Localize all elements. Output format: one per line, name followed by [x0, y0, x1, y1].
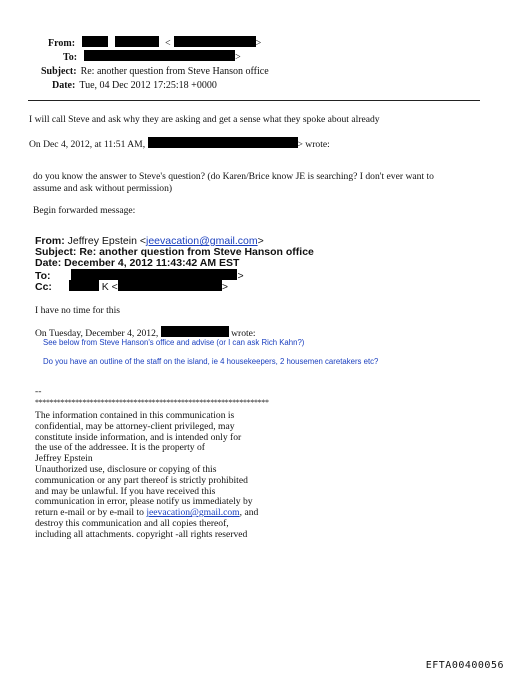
- redaction: [82, 36, 108, 47]
- fwd-date: Date: December 4, 2012 11:43:42 AM EST: [35, 257, 240, 269]
- disclaimer-line: The information contained in this communication is: [35, 410, 235, 421]
- disclaimer-line: constitute inside information, and is intended only for: [35, 431, 242, 443]
- from-label: From:: [48, 38, 76, 49]
- header-date-row: [52, 75, 217, 93]
- to-label: To:: [63, 52, 78, 63]
- fwd-cc-row: Cc: K < >: [35, 281, 228, 293]
- disclaimer-email-link[interactable]: jeevacation@gmail.com: [146, 507, 240, 519]
- sig-dashes: --: [35, 386, 42, 397]
- redaction: [69, 280, 99, 291]
- forward-intro: Begin forwarded message:: [33, 205, 136, 216]
- disclaimer-line: including all attachments. copyright -all rights reserved: [35, 528, 248, 540]
- quote-intro: [29, 137, 330, 152]
- disclaimer-line: and may be unlawful. If you have received this: [35, 485, 216, 497]
- header-from-row: From: < >: [48, 38, 262, 49]
- fwd-from-email-link[interactable]: jeevacation@gmail.com: [145, 235, 258, 247]
- fwd-to-row: To: >: [35, 270, 244, 282]
- redaction: [174, 36, 256, 47]
- redaction: [118, 280, 222, 291]
- bates-number: EFTA00400056: [425, 660, 504, 671]
- quoted-line-1: do you know the answer to Steve's question? (do Karen/Brice know JE is searching? I don't ever want to: [33, 171, 434, 182]
- see-below-text: See below from Steve Hanson's office and advise (or I can ask Rich Kahn?): [43, 338, 305, 347]
- disclaimer-line: confidential, may be attorney-client privileged, may: [35, 420, 235, 432]
- disclaimer-body: [35, 411, 258, 541]
- fwd-from-row: From: Jeffrey Epstein <jeevacation@gmail.com>: [35, 235, 264, 247]
- header-divider: [28, 100, 480, 101]
- disclaimer-line: communication or any part thereof is strictly prohibited: [35, 474, 248, 486]
- no-time-text: I have no time for this: [35, 305, 120, 316]
- wrote-text: wrote:: [231, 328, 256, 339]
- disclaimer-line: Unauthorized use, disclosure or copying of this: [35, 463, 217, 475]
- fwd-from-label: From:: [35, 235, 65, 247]
- date-label: Date:: [52, 80, 76, 91]
- sig-stars: ****************************************************************: [35, 398, 269, 407]
- redaction: [148, 137, 298, 148]
- fwd-to-label: To:: [35, 270, 51, 282]
- fwd-from-name: Jeffrey Epstein <: [67, 235, 146, 247]
- header-to-row: To: >: [63, 52, 241, 63]
- fwd-cc-label: Cc:: [35, 281, 52, 293]
- disclaimer-line: destroy this communication and all copies thereof,: [35, 517, 229, 529]
- disclaimer-return-line: return e-mail or by e-mail to jeevacation@gmail.com, and: [35, 507, 259, 519]
- fwd-subject: Subject: Re: another question from Steve Hanson office: [35, 246, 314, 258]
- subject-label: Subject:: [41, 66, 77, 77]
- reply-text: I will call Steve and ask why they are asking and get a sense what they spoke about already: [29, 114, 380, 125]
- quoted-line-2: assume and ask without permission): [33, 183, 173, 194]
- subject-value: Re: another question from Steve Hanson office: [80, 66, 269, 77]
- quote-intro-pre: On Dec 4, 2012, at 11:51 AM,: [29, 139, 146, 150]
- disclaimer-line: Jeffrey Epstein: [35, 453, 93, 465]
- date-value: Tue, 04 Dec 2012 17:25:18 +0000: [79, 80, 217, 91]
- redaction: [84, 50, 235, 61]
- disclaimer-line: communication in error, please notify us immediately by: [35, 496, 253, 508]
- disclaimer-line: the use of the addressee. It is the property of: [35, 442, 205, 454]
- redaction: [71, 269, 237, 280]
- redaction: [161, 326, 229, 337]
- quote-intro-post: > wrote:: [297, 139, 330, 150]
- on-tuesday-text: On Tuesday, December 4, 2012,: [35, 328, 159, 339]
- fwd-cc-k: K <: [101, 281, 118, 293]
- redaction: [115, 36, 159, 47]
- outline-question-text: Do you have an outline of the staff on the island, ie 4 housekeepers, 2 housemen caretakers etc?: [43, 357, 379, 366]
